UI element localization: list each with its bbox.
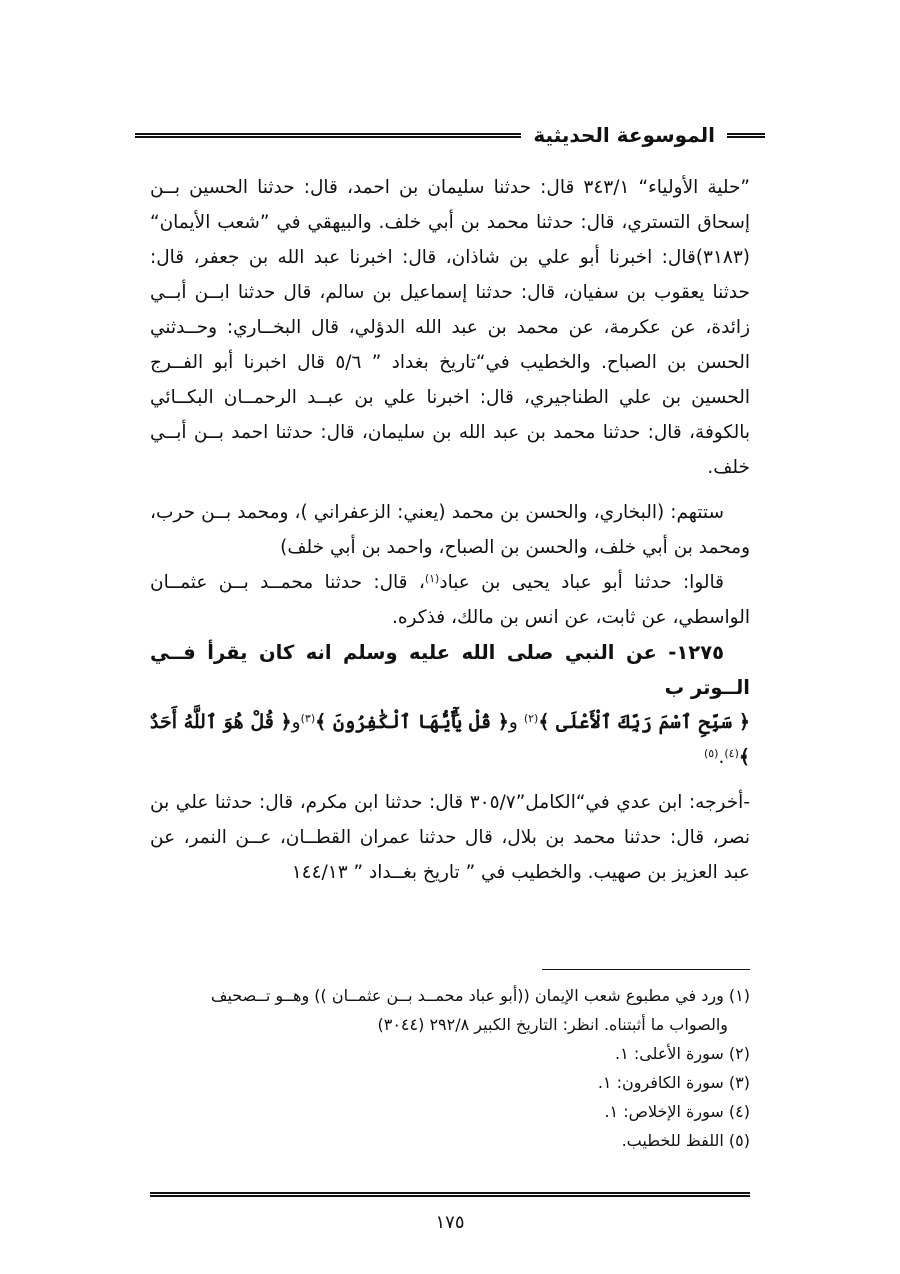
- footnote-3: (٣) سورة الكافرون: ١.: [597, 1073, 750, 1092]
- verse-al-ikhlas: ﴿ قُلْ هُوَ ٱللَّهُ أَحَدٌ ﴾: [150, 711, 750, 768]
- footnote-ref-2: (٢): [523, 712, 539, 725]
- bottom-rule: [150, 1192, 750, 1197]
- paragraph-chain: [150, 565, 750, 635]
- footnote-ref-5: (٥): [703, 747, 719, 760]
- verse-al-kafirun: ﴿ قُلْ يَٰٓأَيُّهَا ٱلْكَٰفِرُونَ ﴾: [315, 711, 509, 733]
- paragraph-takhrij: -أخرجه: ابن عدي في“الكامل”٣٠٥/٧ قال: حدثنا ابن مكرم، قال: حدثنا علي بن نصر، قال: حدثنا محمد بن بلال، قال حدثنا عمران القطــان، عــن النمر، عن عبد العزيز بن صهيب. والخطيب في ” تاريخ بغــداد ” ١٤٤/١٣: [150, 792, 750, 883]
- paragraph-six-narrators: ستتهم: (البخاري، والحسن بن محمد (يعني: الزعفراني )، ومحمد بــن حرب، ومحمد بن أبي خلف، والحسن بن الصباح، واحمد بن أبي خلف): [150, 502, 750, 558]
- footnotes: [150, 981, 750, 1155]
- footnote-1: (١) ورد في مطبوع شعب الإيمان ((أبو عباد محمــد بــن عثمــان )) وهــو تــصحيف: [210, 986, 750, 1005]
- footnote-ref-1: (١): [424, 572, 440, 585]
- chain-text-cont: ، قال: حدثنا محمــد بــن عثمــان الواسطي، عن ثابت، عن انس بن مالك، فذكره.: [150, 572, 750, 628]
- page-number: ١٧٥: [435, 1212, 465, 1233]
- hadith-heading: ١٢٧٥- عن النبي صلى الله عليه وسلم انه كان يقرأ فــي الــوتر ب: [150, 641, 750, 699]
- conjunction-1: و: [508, 712, 524, 733]
- footnote-1-continuation: والصواب ما أثبتناه. انظر: التاريخ الكبير ٢٩٢/٨ (٣٠٤٤): [377, 1015, 728, 1034]
- header-rule-right: [727, 133, 765, 138]
- footnote-2: (٢) سورة الأعلى: ١.: [615, 1044, 750, 1063]
- verses-line: [150, 705, 750, 775]
- main-text: [150, 170, 750, 890]
- footnote-ref-4: (٤): [724, 747, 739, 760]
- header-title: الموسوعة الحديثية: [533, 123, 715, 147]
- running-header: [135, 118, 765, 152]
- verse-al-ala: ﴿ سَبِّحِ ٱسْمَ رَبِّكَ ٱلْأَعْلَى ﴾: [538, 711, 750, 733]
- footnote-separator: [542, 969, 750, 970]
- chain-text: قالوا: حدثنا أبو عباد يحيى بن عباد: [439, 572, 724, 593]
- full-stop: .: [718, 747, 725, 768]
- footnote-4: (٤) سورة الإخلاص: ١.: [604, 1102, 750, 1121]
- footnote-ref-3: (٣): [300, 712, 316, 725]
- footnote-5: (٥) اللفظ للخطيب.: [621, 1131, 750, 1150]
- header-rule-left: [135, 133, 521, 138]
- paragraph-sources: ”حلية الأولياء“ ٣٤٣/١ قال: حدثنا سليمان بن احمد، قال: حدثنا الحسين بــن إسحاق التستري، قال: حدثنا محمد بن أبي خلف. والبيهقي في ”شعب الأيمان“ (٣١٨٣)قال: اخبرنا أبو علي بن شاذان، قال: اخبرنا عبد الله بن جعفر، قال: حدثنا يعقوب بن سفيان، قال: حدثنا إسماعيل بن سالم، قال حدثنا ابــن أبــي زائدة، عن عكرمة، عن محمد بن عبد الله الدؤلي، قال البخــاري: وحــدثني الحسن بن الصباح. والخطيب في“تاريخ بغداد ” ٥/٦ قال اخبرنا أبو الفــرج الحسين بن علي الطناجيري، قال: اخبرنا علي بن عبــد الرحمــان البكــائي بالكوفة، قال: حدثنا محمد بن عبد الله بن سليمان، قال: حدثنا احمد بــن أبــي خلف.: [150, 177, 750, 478]
- conjunction-2: و: [291, 712, 301, 733]
